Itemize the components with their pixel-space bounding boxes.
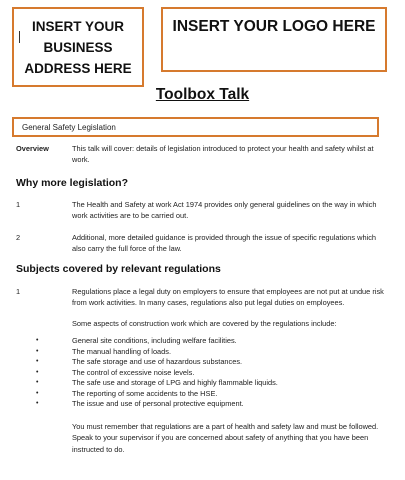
subjects-heading: Subjects covered by relevant regulations	[16, 263, 221, 275]
bullet-icon: •	[36, 389, 39, 397]
why-heading: Why more legislation?	[16, 177, 129, 189]
section-label-box	[12, 117, 379, 137]
overview-text: This talk will cover: details of legislation introduced to protect your health and safety whilst at work.	[72, 144, 374, 165]
list-item: • The manual handling of loads.	[36, 346, 172, 356]
list-item: • The control of excessive noise levels.	[36, 367, 195, 377]
aspects-intro: Some aspects of construction work which are covered by the regulations include:	[72, 319, 337, 328]
bullet-icon: •	[36, 400, 39, 407]
why-item-2-number: 2	[16, 233, 21, 242]
page-title: Toolbox Talk	[155, 86, 250, 103]
overview-label: Overview	[16, 144, 49, 153]
list-item: • The safe use and storage of LPG and highly flammable liquids.	[36, 378, 278, 387]
list-item: • The issue and use of personal protective equipment.	[36, 399, 244, 408]
closing-paragraph: You must remember that regulations are a part of health and safety law and must be followed. Speak to your supervisor if you are concerned about safety of anything that you have been instructed to do.	[72, 422, 379, 454]
bullet-icon: •	[36, 368, 39, 376]
text-cursor	[19, 31, 20, 43]
section-label: General Safety Legislation	[22, 123, 116, 132]
subjects-item-number: 1	[16, 287, 21, 296]
list-item: • General site conditions, including welfare facilities.	[36, 336, 237, 345]
bullet-icon: •	[36, 358, 39, 365]
address-placeholder-box	[12, 7, 144, 87]
why-item-2-text: Additional, more detailed guidance is provided through the issue of specific regulations which also carry the full force of the law.	[72, 233, 377, 254]
bullet-icon: •	[36, 379, 39, 386]
address-placeholder-text: INSERT YOUR BUSINESS ADDRESS HERE	[24, 18, 132, 76]
why-item-1-text: The Health and Safety at work Act 1974 provides only general guidelines on the way in which work activities are to be carried out.	[72, 200, 377, 221]
bullet-icon: •	[36, 337, 39, 344]
list-item: • The reporting of some accidents to the HSE.	[36, 388, 218, 398]
bullet-icon: •	[36, 347, 39, 355]
list-item: • The safe storage and use of hazardous substances.	[36, 357, 243, 366]
logo-placeholder-box	[161, 7, 387, 72]
regulation-aspects-list	[36, 336, 278, 410]
subjects-item-text: Regulations place a legal duty on employers to ensure that employees are not put at undue risk from work activities. In many cases, regulations also put legal duties on employees.	[72, 287, 384, 308]
why-item-1-number: 1	[16, 200, 21, 209]
logo-placeholder-text: INSERT YOUR LOGO HERE	[172, 18, 376, 35]
